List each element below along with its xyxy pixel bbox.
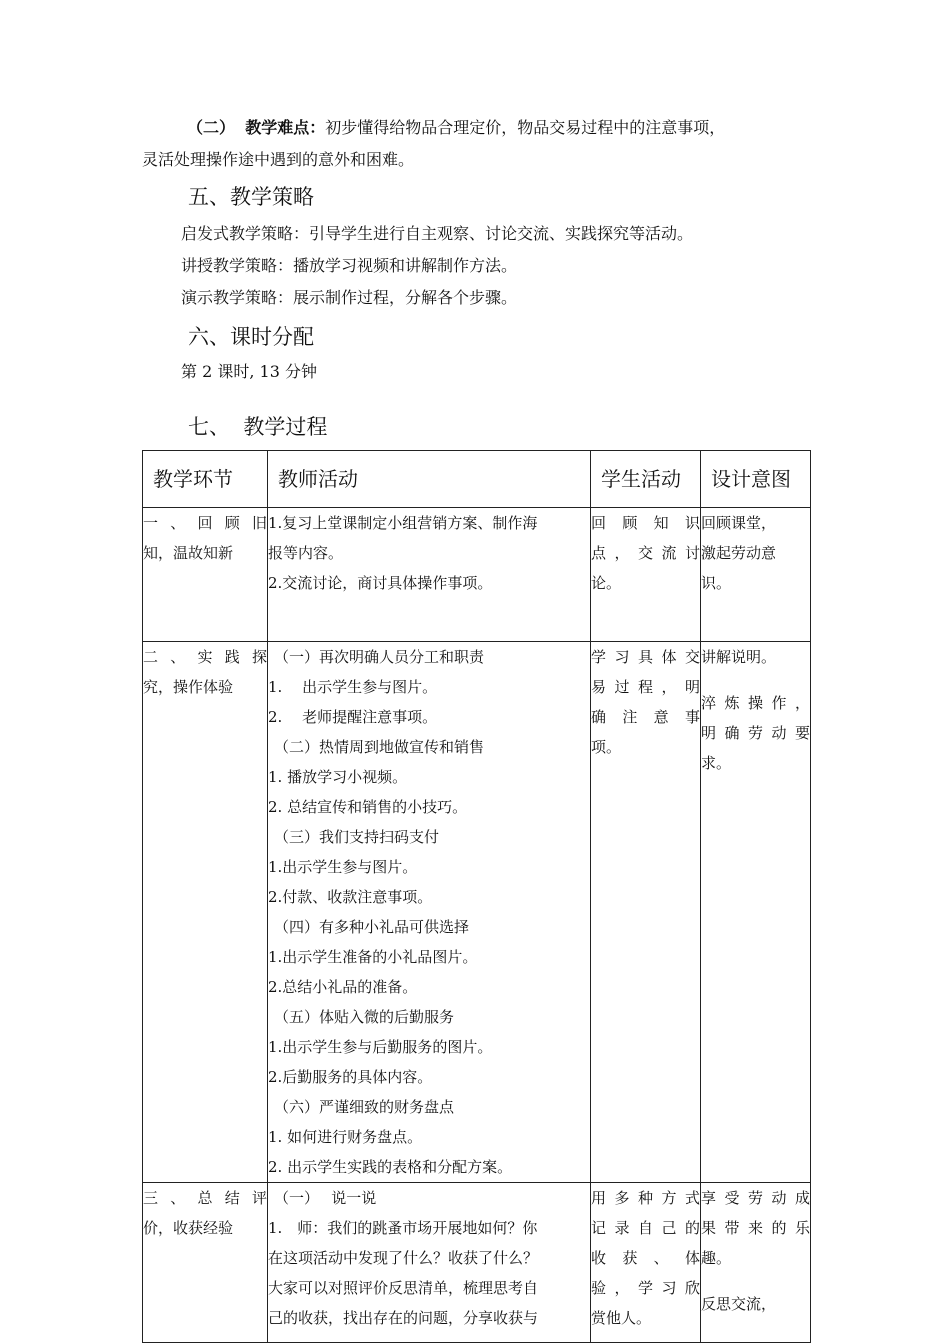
header-design: 设计意图 xyxy=(701,451,811,508)
stage-line: 知，温故知新 xyxy=(143,544,234,562)
teacher-cell xyxy=(268,642,591,1183)
stage-cell xyxy=(143,1183,268,1343)
stage-line: 价，收获经验 xyxy=(143,1219,234,1237)
teacher-line: 2.付款、收款注意事项。 xyxy=(268,888,433,906)
strategy-item-1: 启发式教学策略：引导学生进行自主观察、讨论交流、实践探究等活动。 xyxy=(181,224,694,243)
student-line: 用多种方式 xyxy=(591,1189,700,1207)
student-line: 赏他人。 xyxy=(591,1309,652,1327)
section5-title: 五、教学策略 xyxy=(188,185,314,209)
lesson-time: 第 2 课时, 13 分钟 xyxy=(181,362,317,381)
stage-line: 二、实践探 xyxy=(143,648,267,666)
difficulty-line2: 灵活处理操作途中遇到的意外和困难。 xyxy=(142,150,415,169)
teacher-line: （一） 说一说 xyxy=(274,1189,377,1207)
teacher-line: 2. 老师提醒注意事项。 xyxy=(268,708,438,726)
teacher-line: 2.总结小礼品的准备。 xyxy=(268,978,418,996)
design-line: 求。 xyxy=(701,754,732,772)
table-row xyxy=(143,642,811,1183)
design-cell xyxy=(701,1183,811,1343)
teacher-line: 大家可以对照评价反思清单，梳理思考自 xyxy=(268,1279,539,1297)
teacher-line: （一）再次明确人员分工和职责 xyxy=(274,648,485,666)
difficulty-line1 xyxy=(187,116,725,140)
teacher-cell xyxy=(268,1183,591,1343)
difficulty-label: 教学难点： xyxy=(245,118,326,137)
header-student: 学生活动 xyxy=(591,451,701,508)
design-line: 明确劳动要 xyxy=(701,724,810,742)
stage-line: 一、回顾旧 xyxy=(143,514,267,532)
teaching-process-table xyxy=(142,450,811,1343)
teacher-line: 报等内容。 xyxy=(268,544,344,562)
teacher-line: （二）热情周到地做宣传和销售 xyxy=(274,738,485,756)
design-line: 激起劳动意 xyxy=(701,544,777,562)
table-row xyxy=(143,508,811,642)
design-line: 趣。 xyxy=(701,1249,732,1267)
teacher-line: （五）体贴入微的后勤服务 xyxy=(274,1008,455,1026)
teacher-line: 2.后勤服务的具体内容。 xyxy=(268,1068,433,1086)
difficulty-prefix: （二） xyxy=(187,118,236,137)
teacher-line: 1. 如何进行财务盘点。 xyxy=(268,1128,423,1146)
student-line: 论。 xyxy=(591,574,622,592)
student-cell xyxy=(591,508,701,642)
strategy-item-3: 演示教学策略：展示制作过程，分解各个步骤。 xyxy=(181,288,518,307)
teacher-line: （四）有多种小礼品可供选择 xyxy=(274,918,470,936)
teacher-line: 1.出示学生参与后勤服务的图片。 xyxy=(268,1038,493,1056)
student-line: 验，学习欣 xyxy=(591,1279,700,1297)
teacher-line: 1. 出示学生参与图片。 xyxy=(268,678,438,696)
table-row xyxy=(143,1183,811,1343)
design-line: 反思交流， xyxy=(701,1295,777,1313)
strategy-item-2: 讲授教学策略：播放学习视频和讲解制作方法。 xyxy=(181,256,518,275)
teacher-line: 2. 总结宣传和销售的小技巧。 xyxy=(268,798,468,816)
table-header-row xyxy=(143,451,811,508)
header-teacher: 教师活动 xyxy=(268,451,591,508)
student-cell xyxy=(591,642,701,1183)
teacher-line: 1. 师：我们的跳蚤市场开展地如何？你 xyxy=(268,1219,538,1237)
section6-title: 六、课时分配 xyxy=(188,325,314,349)
student-cell xyxy=(591,1183,701,1343)
teacher-line: 在这项活动中发现了什么？收获了什么？ xyxy=(268,1249,539,1267)
teacher-line: 2.交流讨论，商讨具体操作事项。 xyxy=(268,574,493,592)
design-cell xyxy=(701,642,811,1183)
teacher-line: （六）严谨细致的财务盘点 xyxy=(274,1098,455,1116)
teacher-cell xyxy=(268,508,591,642)
design-line: 讲解说明。 xyxy=(701,648,777,666)
teacher-line: 2. 出示学生实践的表格和分配方案。 xyxy=(268,1158,513,1176)
design-line: 果带来的乐 xyxy=(701,1219,810,1237)
stage-line: 究，操作体验 xyxy=(143,678,234,696)
student-line: 项。 xyxy=(591,738,622,756)
design-cell xyxy=(701,508,811,642)
teacher-line: 1. 播放学习小视频。 xyxy=(268,768,408,786)
design-line: 淬炼操作， xyxy=(701,694,810,712)
student-line: 易过程，明 xyxy=(591,678,700,696)
design-line: 享受劳动成 xyxy=(701,1189,810,1207)
student-line: 收获、体 xyxy=(591,1249,700,1267)
student-line: 记录自己的 xyxy=(591,1219,700,1237)
teacher-line: 1.复习上堂课制定小组营销方案、制作海 xyxy=(268,514,538,532)
section7-title: 七、 教学过程 xyxy=(188,415,328,439)
teacher-line: 1.出示学生准备的小礼品图片。 xyxy=(268,948,478,966)
stage-cell xyxy=(143,508,268,642)
student-line: 点，交流讨 xyxy=(591,544,700,562)
stage-cell xyxy=(143,642,268,1183)
design-line: 识。 xyxy=(701,574,732,592)
student-line: 回顾知识 xyxy=(591,514,700,532)
design-line: 回顾课堂， xyxy=(701,514,777,532)
header-stage: 教学环节 xyxy=(143,451,268,508)
student-line: 确注意事 xyxy=(591,708,700,726)
teacher-line: 己的收获，找出存在的问题，分享收获与 xyxy=(268,1309,539,1327)
student-line: 学习具体交 xyxy=(591,648,700,666)
difficulty-text-1: 初步懂得给物品合理定价，物品交易过程中的注意事项， xyxy=(325,118,726,137)
stage-line: 三、总结评 xyxy=(143,1189,267,1207)
teacher-line: （三）我们支持扫码支付 xyxy=(274,828,440,846)
teacher-line: 1.出示学生参与图片。 xyxy=(268,858,418,876)
